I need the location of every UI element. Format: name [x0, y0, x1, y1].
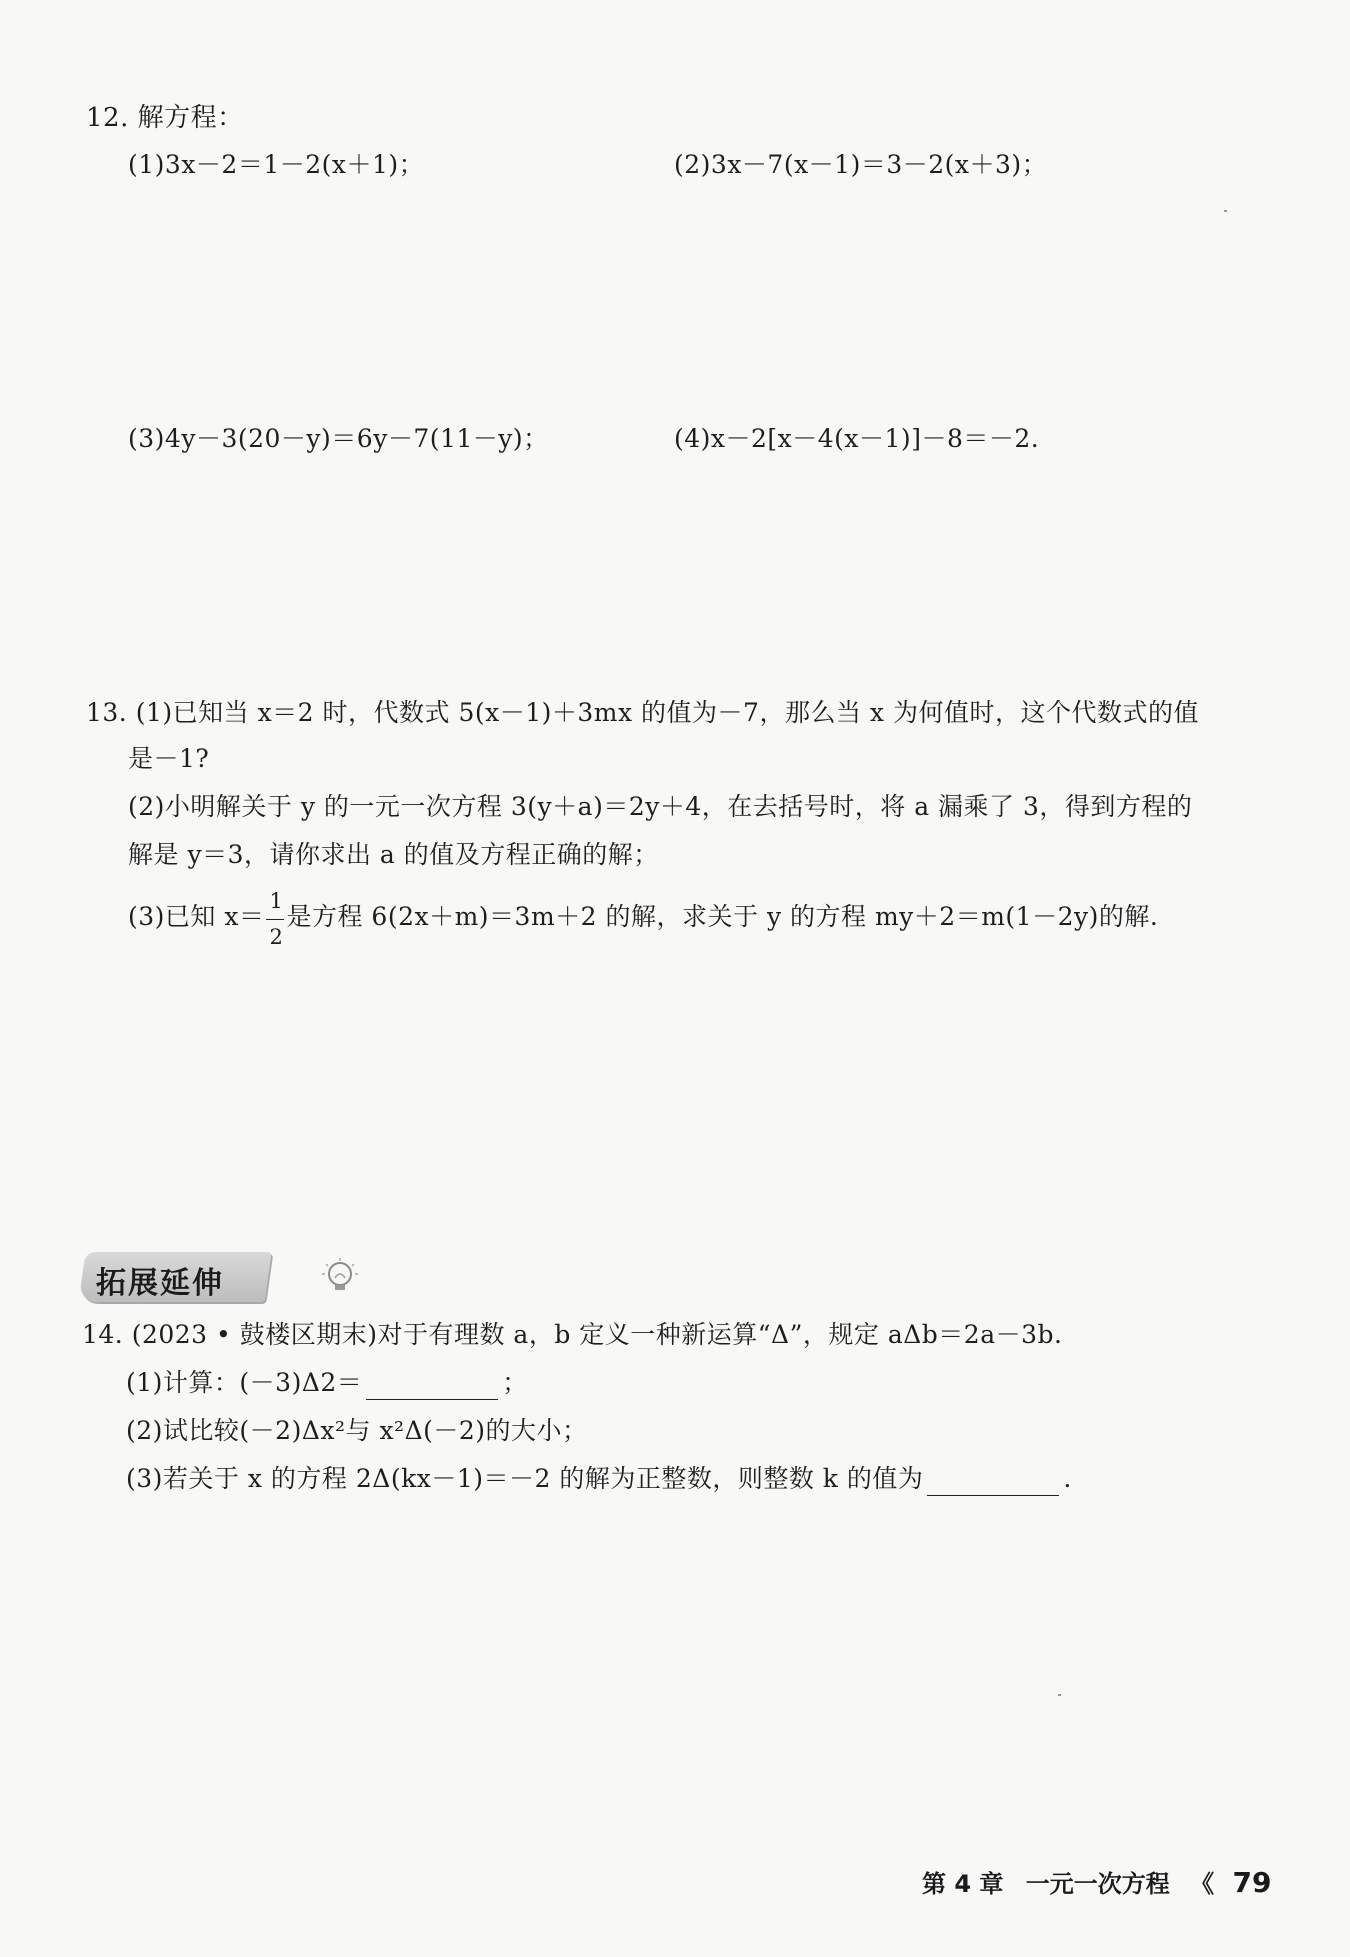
fraction-one-half — [264, 888, 286, 949]
q14-part-1-end: ； — [502, 1368, 528, 1397]
page-footer — [922, 1864, 1271, 1899]
scan-speck — [1224, 210, 1227, 212]
q14-line-1: 14. (2023 • 鼓楼区期末)对于有理数 a，b 定义一种新运算“Δ”，规定 aΔb＝2a－3b. — [82, 1320, 1063, 1349]
chapter-label: 第 4 章 — [922, 1870, 1004, 1898]
chapter-title: 一元一次方程 — [1025, 1870, 1170, 1898]
q13-line-5-start: (3)已知 x＝ — [128, 902, 265, 931]
fraction-denominator: 2 — [269, 924, 284, 949]
q12-part-1: (1)3x－2＝1－2(x＋1)； — [128, 150, 425, 179]
q12-title: 12. 解方程： — [86, 103, 244, 133]
q14-part-3 — [126, 1462, 1072, 1496]
q14-part-1 — [126, 1366, 528, 1400]
chevron-left-icon: 《 — [1190, 1870, 1215, 1898]
q14-part-2: (2)试比较(－2)Δx²与 x²Δ(－2)的大小； — [126, 1416, 588, 1445]
q12-part-4: (4)x－2[x－4(x－1)]－8＝－2. — [674, 424, 1040, 453]
lightbulb-icon — [320, 1256, 360, 1296]
q14-part-3-text: (3)若关于 x 的方程 2Δ(kx－1)＝－2 的解为正整数，则整数 k 的值为 — [126, 1464, 924, 1493]
q13-line-5 — [128, 888, 1159, 949]
scan-speck — [1058, 1694, 1061, 1696]
section-banner — [82, 1252, 282, 1302]
q14-part-1-text: (1)计算：(－3)Δ2＝ — [126, 1368, 363, 1397]
q13-line-2: 是－1? — [128, 744, 210, 773]
q12-part-3: (3)4y－3(20－y)＝6y－7(11－y)； — [128, 424, 549, 453]
q14-part-3-end: . — [1063, 1464, 1072, 1493]
q13-line-3: (2)小明解关于 y 的一元一次方程 3(y＋a)＝2y＋4，在去括号时，将 a 漏乘了 3，得到方程的 — [128, 792, 1193, 821]
page-number: 79 — [1232, 1866, 1272, 1899]
q13-line-1: 13. (1)已知当 x＝2 时，代数式 5(x－1)＋3mx 的值为－7，那么当 x 为何值时，这个代数式的值 — [86, 698, 1199, 727]
answer-blank-2[interactable] — [927, 1471, 1059, 1496]
fraction-numerator: 1 — [269, 888, 284, 913]
q13-line-4: 解是 y＝3，请你求出 a 的值及方程正确的解； — [128, 840, 659, 869]
answer-blank-1[interactable] — [366, 1375, 498, 1400]
section-title: 拓展延伸 — [96, 1266, 224, 1301]
q13-line-5-end: 是方程 6(2x＋m)＝3m＋2 的解，求关于 y 的方程 my＋2＝m(1－2y)的解. — [286, 902, 1159, 931]
q12-part-2: (2)3x－7(x－1)＝3－2(x＋3)； — [674, 150, 1048, 179]
